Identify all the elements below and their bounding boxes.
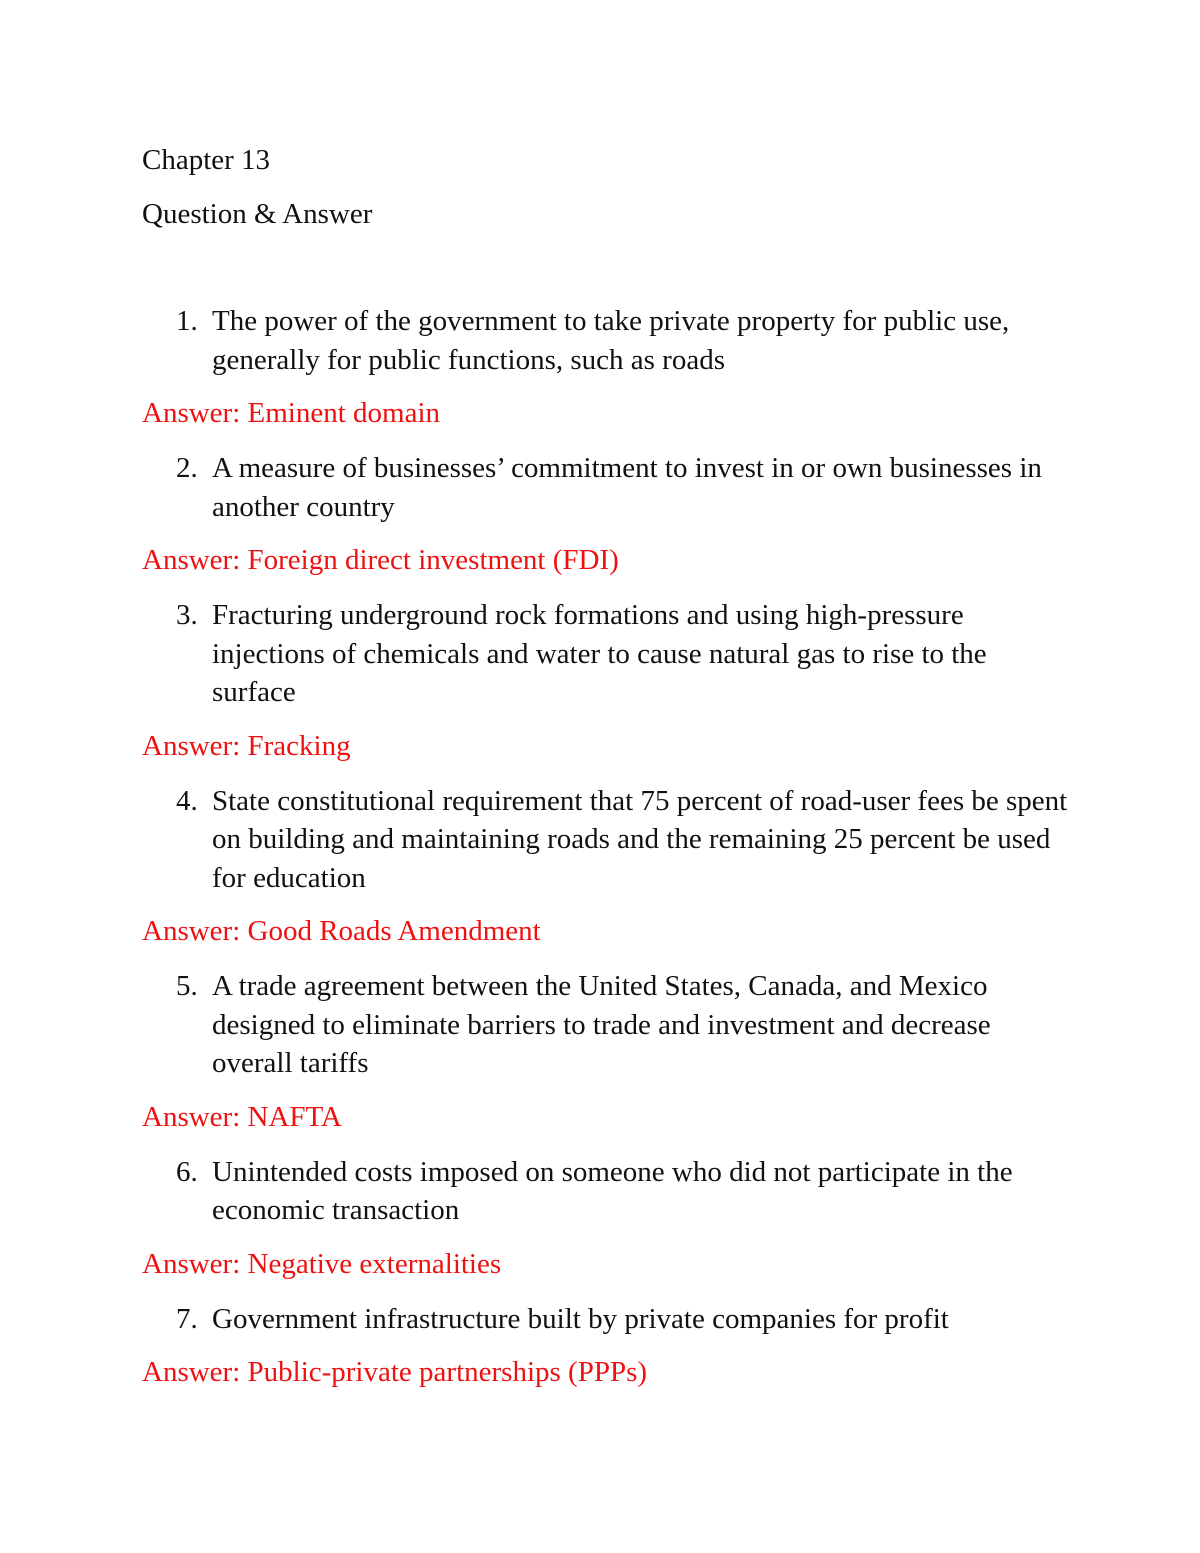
qa-item-1 (142, 302, 1072, 432)
question-text: State constitutional requirement that 75 percent of road-user fees be spent on building and maintaining roads and the remaining 25 percent be used for education (212, 784, 1068, 894)
question-number: 5. (176, 970, 198, 1002)
answer-2: Answer: Foreign direct investment (FDI) (142, 544, 619, 576)
question-text: Fracturing underground rock formations and using high-pressure injections of chemicals and water to cause natural gas to rise to the surface (212, 599, 987, 708)
question-6 (142, 1153, 1072, 1230)
question-text: The power of the government to take private property for public use, generally for public functions, such as roads (212, 305, 1010, 376)
qa-item-2 (142, 449, 1072, 579)
question-1 (142, 302, 1072, 379)
question-number: 4. (176, 784, 198, 817)
answer-7: Answer: Public-private partnerships (PPPs) (142, 1356, 648, 1388)
question-text: A trade agreement between the United States, Canada, and Mexico designed to eliminate barriers to trade and investment and decrease overall tariffs (212, 970, 991, 1079)
document-subtitle: Question & Answer (142, 198, 373, 230)
qa-item-6 (142, 1153, 1072, 1283)
qa-item-3 (142, 596, 1072, 765)
chapter-title: Chapter 13 (142, 144, 271, 176)
question-number: 6. (176, 1155, 198, 1188)
answer-5: Answer: NAFTA (142, 1100, 342, 1133)
question-5 (142, 967, 1072, 1083)
answer-3: Answer: Fracking (142, 729, 351, 762)
question-number: 3. (176, 599, 198, 631)
qa-item-5 (142, 967, 1072, 1136)
question-text: A measure of businesses’ commitment to invest in or own businesses in another country (212, 452, 1042, 523)
question-4 (142, 782, 1072, 898)
question-3 (142, 596, 1072, 712)
question-number: 1. (176, 305, 198, 337)
document-body (142, 140, 1072, 1408)
answer-6: Answer: Negative externalities (142, 1247, 502, 1280)
question-text: Government infrastructure built by private companies for profit (212, 1302, 949, 1335)
question-text: Unintended costs imposed on someone who did not participate in the economic transaction (212, 1155, 1013, 1226)
question-number: 2. (176, 452, 198, 484)
answer-1: Answer: Eminent domain (142, 397, 441, 429)
question-number: 7. (176, 1302, 198, 1335)
qa-item-7 (142, 1300, 1072, 1392)
spacer (142, 248, 1072, 302)
question-2 (142, 449, 1072, 526)
qa-item-4 (142, 782, 1072, 951)
answer-4: Answer: Good Roads Amendment (142, 915, 541, 947)
question-7 (142, 1300, 1072, 1339)
